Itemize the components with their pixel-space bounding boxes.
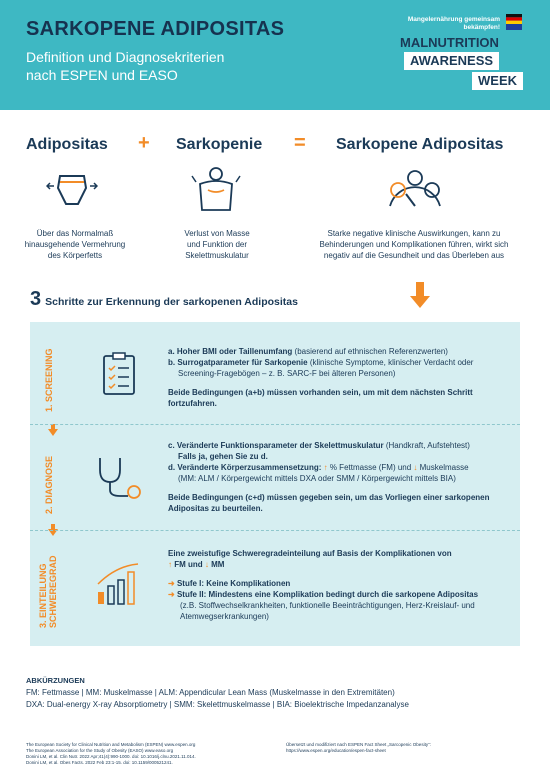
sarkopene-adipositas-description: Starke negative klinische Auswirkungen, kann zu Behinderungen und Komplikationen führen, wirkt sich negativ auf die Gesundheit und das Überleben aus — [319, 229, 509, 260]
up-arrow-icon: ↑ — [323, 463, 328, 472]
footer-references: The European Society for Clinical Nutrition and Metabolism (ESPEN) www.espen.org The European Association for the Study of Obesity (EASO) www.easo.org Donini LM, et al. Clin Nutr. 2022 Apr;41(4):990-1000. doi: 10.1016/j.clnu.2021.11.014. Donini LM, et al. Obes Facts. 2022 Feb 23:1-15. doi: 10.1159/000521241. — [26, 742, 196, 765]
torso-muscle-icon — [190, 166, 242, 214]
down-arrow-icon: ↓ — [204, 560, 209, 569]
up-arrow-icon: ↑ — [168, 560, 172, 569]
down-arrow-icon — [410, 282, 430, 310]
step-3-text: Eine zweistufige Schweregradeinteilung auf Basis der Komplikationen von ↑ FM und ↓ MM ➜ Stufe I: Keine Komplikationen ➜ Stufe II: Mindestens eine Komplikation bedingt durch die sarkopene Adipositas (z.B. Stoffwechselkrankheiten, funktionelle Beeinträchtigungen, Herz-Kreislauf- und Atemwegserkrankungen) — [168, 549, 479, 621]
malnutrition-awareness-week-logo: MALNUTRITION AWARENESS WEEK — [400, 36, 526, 90]
abbreviations-heading: ABKÜRZUNGEN — [26, 676, 85, 685]
step-divider — [30, 530, 520, 531]
steps-heading: 3 Schritte zur Erkennung der sarkopenen Adipositas — [30, 288, 298, 310]
adipositas-description: Über das Normalmaß hinausgehende Vermehrung des Körperfetts — [24, 229, 126, 260]
abbreviations-line: DXA: Dual-energy X-ray Absorptiometry | SMM: Skelettmuskelmasse | BIA: Bioelektrische Impedanzanalyse — [26, 700, 409, 709]
right-arrow-icon: ➜ — [168, 590, 175, 599]
step-3-label: 3. EINTEILUNG SCHWEREGRAD — [38, 555, 58, 628]
eu-flag-icon — [506, 24, 522, 30]
step-1-text: a. Hoher BMI oder Taillenumfang (basierend auf ethnischen Referenzwerten) b. Surrogatparameter für Sarkopenie (klinische Symptome, klinischer Verdacht oder Screening-Fragebögen – z. B. SARC-F bei älteren Personen) Beide Bedingungen (a+b) müssen vorhanden sein, um mit dem nächsten Schritt fortzufahren. — [168, 347, 474, 408]
step-2-label: 2. DIAGNOSE — [44, 455, 54, 514]
mood-faces-icon — [384, 166, 446, 216]
step-2-text: c. Veränderte Funktionsparameter der Skelettmuskulatur (Handkraft, Aufstehtest) Falls ja, gehen Sie zu d. d. Veränderte Körperzusammensetzung: ↑ % Fettmasse (FM) und ↓ Muskelmasse (MM: ALM / Körpergewicht mittels DXA oder SMM / Körpergewicht mittels BIA) Beide Bedingungen (c+d) müssen gegeben sein, um das Vorliegen einer sarkopenen Adipositas zu beurteilen. — [168, 441, 490, 513]
equals-sign: = — [294, 132, 306, 154]
german-flag-icon — [506, 14, 522, 24]
step-arrow-icon — [48, 429, 58, 436]
footer-source: Übersetzt und modifiziert nach ESPEN Fact Sheet „Sarcopenic Obesity“: https://www.espen.org/education/espen-fact-sheet — [286, 742, 431, 753]
term-adipositas: Adipositas — [26, 136, 108, 153]
header-banner — [0, 0, 550, 110]
plus-sign: + — [138, 132, 150, 154]
term-sarkopene-adipositas: Sarkopene Adipositas — [336, 136, 504, 153]
campaign-slogan: Mangelernährung gemeinsam bekämpfen! — [407, 16, 500, 31]
abbreviations-line: FM: Fettmasse | MM: Muskelmasse | ALM: Appendicular Lean Mass (Muskelmasse in den Extremitäten) — [26, 688, 395, 697]
step-1-label: 1. SCREENING — [44, 348, 54, 412]
term-sarkopenie: Sarkopenie — [176, 136, 263, 153]
clipboard-checklist-icon — [102, 352, 136, 396]
hips-icon — [46, 168, 98, 214]
page-subtitle: Definition und Diagnosekriterien nach ESPEN und EASO — [26, 49, 225, 83]
page-title: SARKOPENE ADIPOSITAS — [26, 18, 285, 40]
stethoscope-icon — [92, 456, 144, 500]
down-arrow-icon: ↓ — [413, 463, 418, 472]
right-arrow-icon: ➜ — [168, 579, 175, 588]
bar-chart-severity-icon — [96, 562, 142, 606]
sarkopenie-description: Verlust von Masse und Funktion der Skelettmuskulatur — [184, 229, 250, 260]
step-divider — [30, 424, 520, 425]
